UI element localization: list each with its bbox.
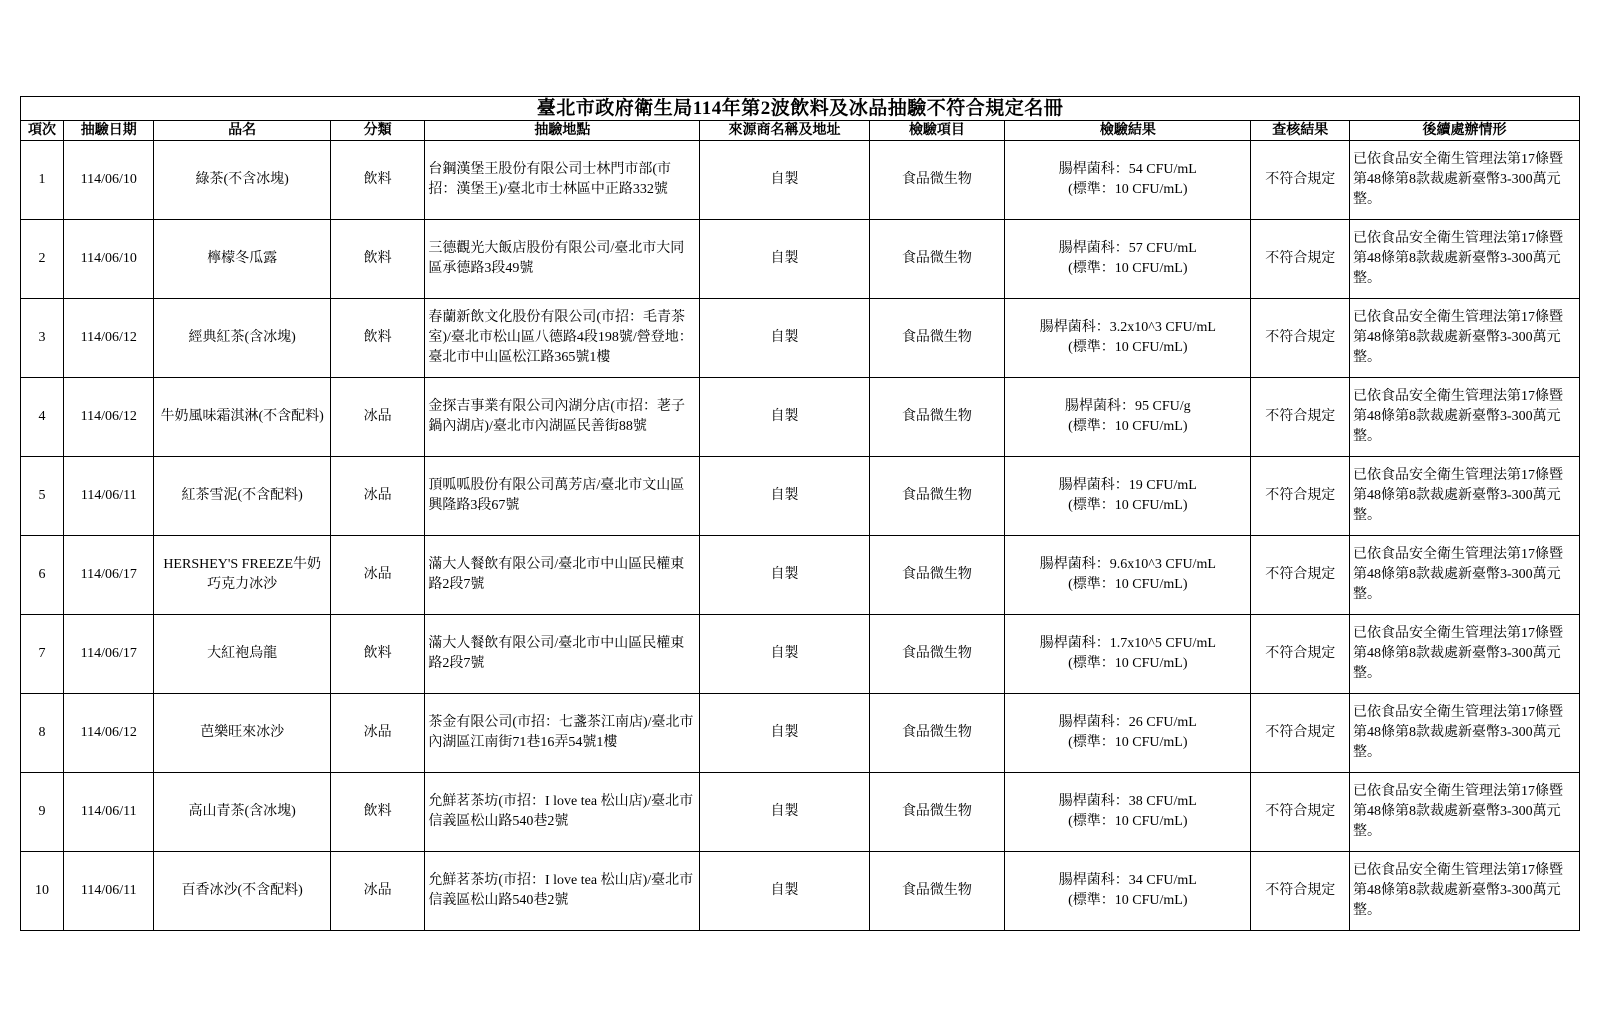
row-test-result <box>1005 220 1251 299</box>
row-category: 飲料 <box>330 299 424 378</box>
row-date: 114/06/12 <box>64 299 154 378</box>
row-location: 滿大人餐飲有限公司/臺北市中山區民權東路2段7號 <box>425 536 700 615</box>
result-value: 腸桿菌科：19 CFU/mL <box>1058 478 1197 493</box>
row-product-name: 牛奶風味霜淇淋(不含配料) <box>154 378 331 457</box>
result-value: 腸桿菌科：54 CFU/mL <box>1058 162 1197 177</box>
row-product-name: 大紅袍烏龍 <box>154 615 331 694</box>
row-test-result <box>1005 457 1251 536</box>
row-category: 冰品 <box>330 457 424 536</box>
result-standard: (標準：10 CFU/mL) <box>1068 498 1188 513</box>
row-check-result: 不符合規定 <box>1251 141 1350 220</box>
result-standard: (標準：10 CFU/mL) <box>1068 893 1188 908</box>
row-follow-up: 已依食品安全衛生管理法第17條暨第48條第8款裁處新臺幣3-300萬元整。 <box>1350 220 1580 299</box>
row-test-item: 食品微生物 <box>869 299 1004 378</box>
row-number: 6 <box>21 536 64 615</box>
header-date: 抽驗日期 <box>64 121 154 141</box>
row-product-name: 芭樂旺來冰沙 <box>154 694 331 773</box>
row-check-result: 不符合規定 <box>1251 536 1350 615</box>
row-follow-up: 已依食品安全衛生管理法第17條暨第48條第8款裁處新臺幣3-300萬元整。 <box>1350 615 1580 694</box>
row-source: 自製 <box>700 694 869 773</box>
result-value: 腸桿菌科：9.6x10^3 CFU/mL <box>1039 557 1216 572</box>
row-category: 飲料 <box>330 773 424 852</box>
row-check-result: 不符合規定 <box>1251 378 1350 457</box>
row-test-item: 食品微生物 <box>869 141 1004 220</box>
result-standard: (標準：10 CFU/mL) <box>1068 261 1188 276</box>
row-location: 台鋼漢堡王股份有限公司士林門市部(市招：漢堡王)/臺北市士林區中正路332號 <box>425 141 700 220</box>
row-follow-up: 已依食品安全衛生管理法第17條暨第48條第8款裁處新臺幣3-300萬元整。 <box>1350 773 1580 852</box>
header-no: 項次 <box>21 121 64 141</box>
result-standard: (標準：10 CFU/mL) <box>1068 577 1188 592</box>
result-standard: (標準：10 CFU/mL) <box>1068 419 1188 434</box>
row-source: 自製 <box>700 299 869 378</box>
row-location: 三德觀光大飯店股份有限公司/臺北市大同區承德路3段49號 <box>425 220 700 299</box>
row-follow-up: 已依食品安全衛生管理法第17條暨第48條第8款裁處新臺幣3-300萬元整。 <box>1350 378 1580 457</box>
result-value: 腸桿菌科：3.2x10^3 CFU/mL <box>1039 320 1216 335</box>
row-check-result: 不符合規定 <box>1251 220 1350 299</box>
result-value: 腸桿菌科：57 CFU/mL <box>1058 241 1197 256</box>
row-product-name: 經典紅茶(含冰塊) <box>154 299 331 378</box>
row-number: 1 <box>21 141 64 220</box>
row-source: 自製 <box>700 457 869 536</box>
row-category: 冰品 <box>330 378 424 457</box>
row-check-result: 不符合規定 <box>1251 773 1350 852</box>
row-test-result <box>1005 299 1251 378</box>
table-row <box>21 615 1580 694</box>
row-follow-up: 已依食品安全衛生管理法第17條暨第48條第8款裁處新臺幣3-300萬元整。 <box>1350 141 1580 220</box>
row-check-result: 不符合規定 <box>1251 694 1350 773</box>
table-row <box>21 852 1580 931</box>
row-source: 自製 <box>700 852 869 931</box>
row-location: 茶金有限公司(市招：七盞茶江南店)/臺北市內湖區江南街71巷16弄54號1樓 <box>425 694 700 773</box>
header-check: 查核結果 <box>1251 121 1350 141</box>
row-source: 自製 <box>700 378 869 457</box>
row-check-result: 不符合規定 <box>1251 299 1350 378</box>
row-source: 自製 <box>700 615 869 694</box>
row-number: 2 <box>21 220 64 299</box>
row-product-name: 百香冰沙(不含配料) <box>154 852 331 931</box>
table-title: 臺北市政府衛生局114年第2波飲料及冰品抽驗不符合規定名冊 <box>21 97 1580 121</box>
result-standard: (標準：10 CFU/mL) <box>1068 182 1188 197</box>
header-name: 品名 <box>154 121 331 141</box>
row-category: 冰品 <box>330 536 424 615</box>
row-test-result <box>1005 536 1251 615</box>
table-row <box>21 378 1580 457</box>
row-check-result: 不符合規定 <box>1251 852 1350 931</box>
row-date: 114/06/17 <box>64 615 154 694</box>
result-value: 腸桿菌科：1.7x10^5 CFU/mL <box>1039 636 1216 651</box>
table-body <box>21 141 1580 931</box>
row-test-result <box>1005 852 1251 931</box>
table-row <box>21 299 1580 378</box>
row-follow-up: 已依食品安全衛生管理法第17條暨第48條第8款裁處新臺幣3-300萬元整。 <box>1350 852 1580 931</box>
row-source: 自製 <box>700 536 869 615</box>
row-number: 10 <box>21 852 64 931</box>
result-value: 腸桿菌科：26 CFU/mL <box>1058 715 1197 730</box>
row-location: 允鮮茗茶坊(市招：I love tea 松山店)/臺北市信義區松山路540巷2號 <box>425 773 700 852</box>
row-category: 飲料 <box>330 615 424 694</box>
row-number: 8 <box>21 694 64 773</box>
result-value: 腸桿菌科：95 CFU/g <box>1065 399 1191 414</box>
table-row <box>21 694 1580 773</box>
table-row <box>21 141 1580 220</box>
header-category: 分類 <box>330 121 424 141</box>
row-date: 114/06/11 <box>64 852 154 931</box>
row-number: 5 <box>21 457 64 536</box>
row-test-item: 食品微生物 <box>869 615 1004 694</box>
row-location: 頂呱呱股份有限公司萬芳店/臺北市文山區興隆路3段67號 <box>425 457 700 536</box>
table-row <box>21 773 1580 852</box>
violation-list-table <box>20 96 1580 931</box>
row-test-item: 食品微生物 <box>869 378 1004 457</box>
result-standard: (標準：10 CFU/mL) <box>1068 340 1188 355</box>
table-row <box>21 457 1580 536</box>
row-test-result <box>1005 378 1251 457</box>
row-product-name: HERSHEY'S FREEZE牛奶巧克力冰沙 <box>154 536 331 615</box>
row-product-name: 高山青茶(含冰塊) <box>154 773 331 852</box>
result-value: 腸桿菌科：38 CFU/mL <box>1058 794 1197 809</box>
row-source: 自製 <box>700 141 869 220</box>
row-location: 金探吉事業有限公司內湖分店(市招：荖子鍋內湖店)/臺北市內湖區民善街88號 <box>425 378 700 457</box>
row-date: 114/06/11 <box>64 773 154 852</box>
row-test-item: 食品微生物 <box>869 536 1004 615</box>
row-number: 3 <box>21 299 64 378</box>
header-row <box>21 121 1580 141</box>
row-location: 滿大人餐飲有限公司/臺北市中山區民權東路2段7號 <box>425 615 700 694</box>
header-location: 抽驗地點 <box>425 121 700 141</box>
row-category: 冰品 <box>330 852 424 931</box>
row-test-result <box>1005 141 1251 220</box>
row-source: 自製 <box>700 220 869 299</box>
row-test-item: 食品微生物 <box>869 457 1004 536</box>
result-value: 腸桿菌科：34 CFU/mL <box>1058 873 1197 888</box>
result-standard: (標準：10 CFU/mL) <box>1068 814 1188 829</box>
row-check-result: 不符合規定 <box>1251 615 1350 694</box>
row-number: 4 <box>21 378 64 457</box>
table-row <box>21 536 1580 615</box>
row-date: 114/06/12 <box>64 694 154 773</box>
row-product-name: 紅茶雪泥(不含配料) <box>154 457 331 536</box>
row-category: 冰品 <box>330 694 424 773</box>
table-row <box>21 220 1580 299</box>
row-category: 飲料 <box>330 141 424 220</box>
row-date: 114/06/11 <box>64 457 154 536</box>
row-follow-up: 已依食品安全衛生管理法第17條暨第48條第8款裁處新臺幣3-300萬元整。 <box>1350 694 1580 773</box>
header-result: 檢驗結果 <box>1005 121 1251 141</box>
row-date: 114/06/12 <box>64 378 154 457</box>
row-follow-up: 已依食品安全衛生管理法第17條暨第48條第8款裁處新臺幣3-300萬元整。 <box>1350 457 1580 536</box>
row-source: 自製 <box>700 773 869 852</box>
row-test-result <box>1005 694 1251 773</box>
row-test-item: 食品微生物 <box>869 694 1004 773</box>
result-standard: (標準：10 CFU/mL) <box>1068 656 1188 671</box>
row-product-name: 綠茶(不含冰塊) <box>154 141 331 220</box>
row-product-name: 檸檬冬瓜露 <box>154 220 331 299</box>
row-number: 7 <box>21 615 64 694</box>
result-standard: (標準：10 CFU/mL) <box>1068 735 1188 750</box>
row-follow-up: 已依食品安全衛生管理法第17條暨第48條第8款裁處新臺幣3-300萬元整。 <box>1350 536 1580 615</box>
row-test-item: 食品微生物 <box>869 773 1004 852</box>
header-item: 檢驗項目 <box>869 121 1004 141</box>
row-follow-up: 已依食品安全衛生管理法第17條暨第48條第8款裁處新臺幣3-300萬元整。 <box>1350 299 1580 378</box>
header-action: 後續處辦情形 <box>1350 121 1580 141</box>
row-location: 允鮮茗茶坊(市招：I love tea 松山店)/臺北市信義區松山路540巷2號 <box>425 852 700 931</box>
row-location: 春蘭新飲文化股份有限公司(市招：毛青茶室)/臺北市松山區八德路4段198號/營登地：臺北市中山區松江路365號1樓 <box>425 299 700 378</box>
row-date: 114/06/10 <box>64 220 154 299</box>
row-test-item: 食品微生物 <box>869 220 1004 299</box>
row-test-result <box>1005 615 1251 694</box>
row-test-result <box>1005 773 1251 852</box>
row-date: 114/06/17 <box>64 536 154 615</box>
row-category: 飲料 <box>330 220 424 299</box>
row-date: 114/06/10 <box>64 141 154 220</box>
header-source: 來源商名稱及地址 <box>700 121 869 141</box>
row-check-result: 不符合規定 <box>1251 457 1350 536</box>
row-number: 9 <box>21 773 64 852</box>
row-test-item: 食品微生物 <box>869 852 1004 931</box>
